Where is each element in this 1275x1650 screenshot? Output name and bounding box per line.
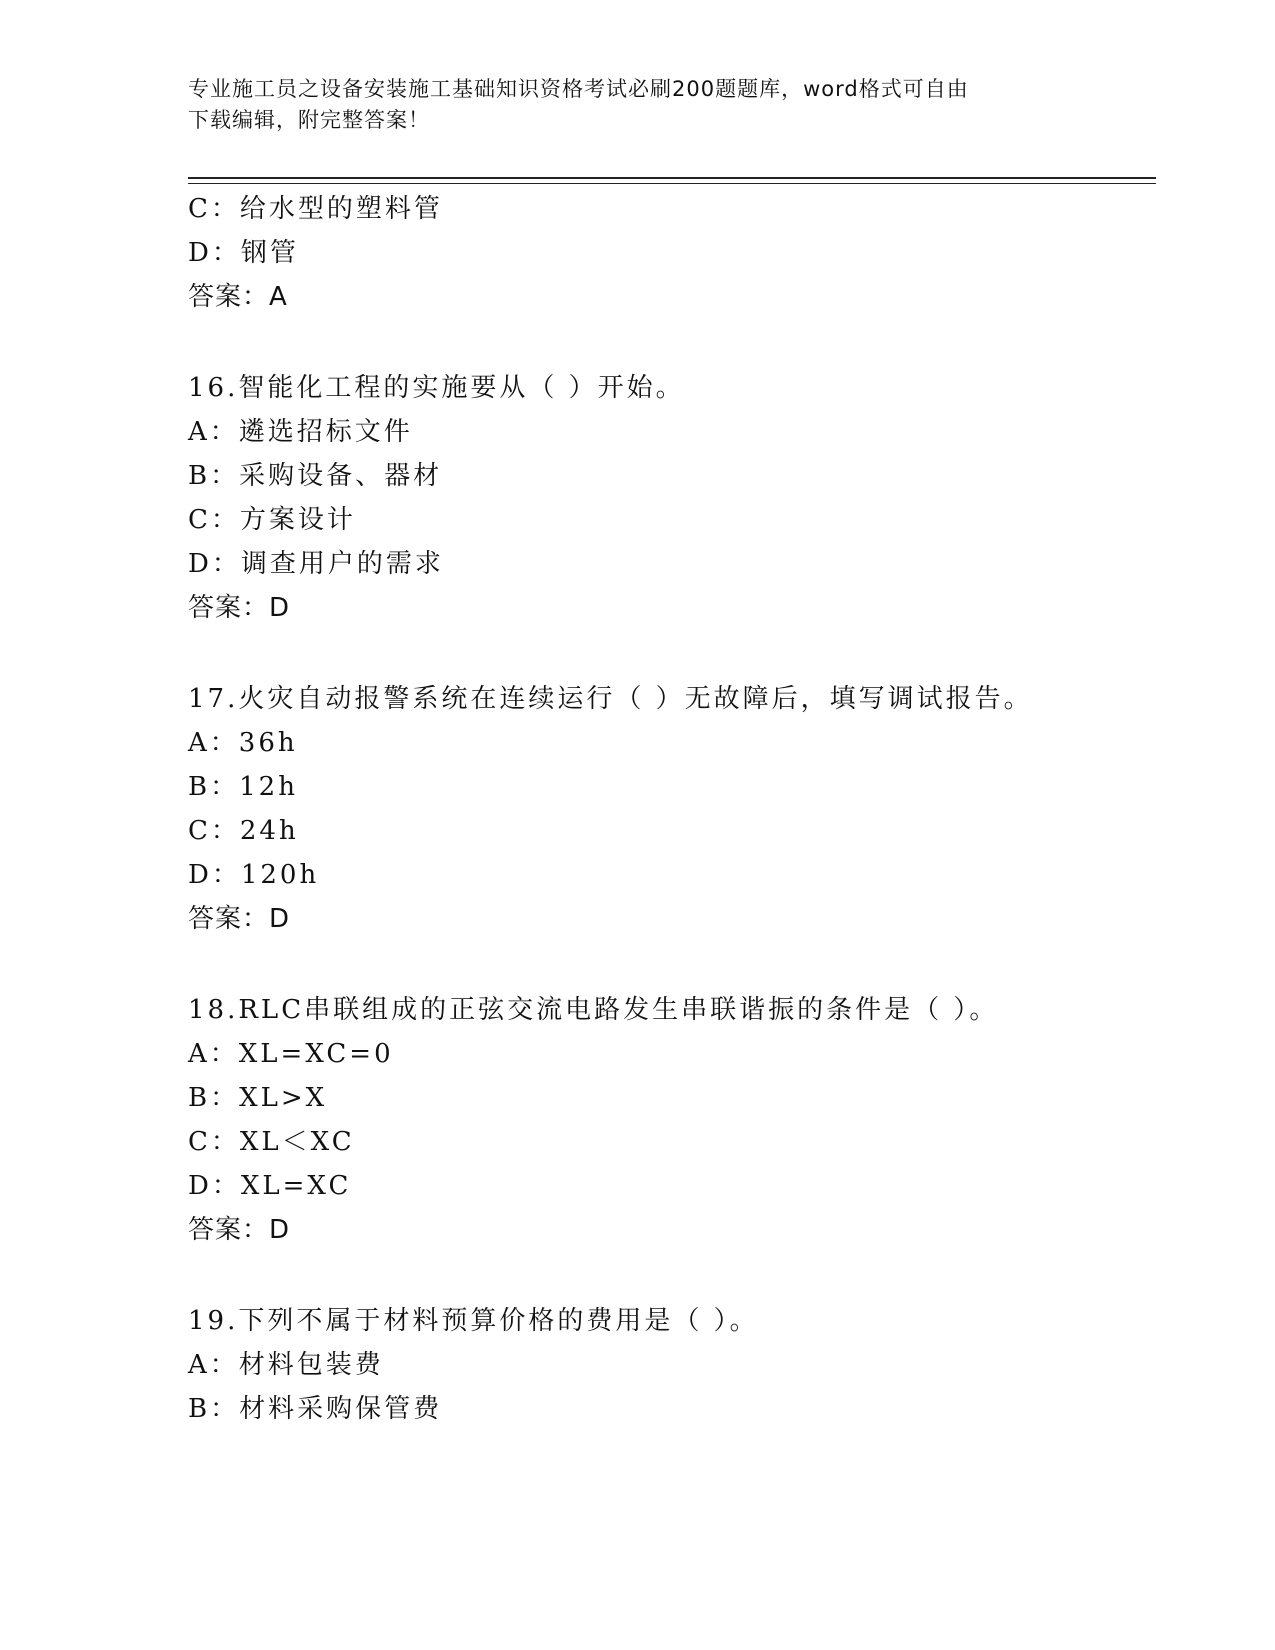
document-header — [188, 74, 1088, 136]
q16-option-a: A：遴选招标文件 — [188, 417, 413, 447]
prev-option-d: D：钢管 — [188, 238, 299, 268]
q16-answer: 答案：D — [188, 593, 291, 623]
question-18: 18.RLC串联组成的正弦交流电路发生串联谐振的条件是（ ）。 — [188, 995, 999, 1025]
q18-option-c: C：XL＜XC — [188, 1127, 355, 1157]
prev-answer: 答案：A — [188, 282, 288, 312]
header-divider-thick — [188, 177, 1156, 179]
header-divider-thin — [188, 183, 1156, 184]
question-17: 17.火灾自动报警系统在连续运行（ ）无故障后，填写调试报告。 — [188, 684, 1033, 714]
q19-option-b: B：材料采购保管费 — [188, 1394, 443, 1424]
q18-option-a: A：XL=XC=0 — [188, 1039, 394, 1069]
question-19: 19.下列不属于材料预算价格的费用是（ ）。 — [188, 1306, 759, 1336]
q17-option-d: D：120h — [188, 860, 320, 890]
q16-option-b: B：采购设备、器材 — [188, 461, 443, 491]
q18-option-b: B：XL>X — [188, 1083, 328, 1113]
q17-answer: 答案：D — [188, 904, 291, 934]
q18-answer: 答案：D — [188, 1215, 291, 1245]
prev-option-c: C：给水型的塑料管 — [188, 194, 443, 224]
q17-option-c: C：24h — [188, 816, 299, 846]
q17-option-b: B：12h — [188, 772, 298, 802]
q16-option-c: C：方案设计 — [188, 505, 356, 535]
header-line-2: 下载编辑，附完整答案！ — [188, 108, 430, 132]
q17-option-a: A：36h — [188, 728, 298, 758]
q16-option-d: D：调查用户的需求 — [188, 549, 444, 579]
q19-option-a: A：材料包装费 — [188, 1350, 384, 1380]
question-16: 16.智能化工程的实施要从（ ）开始。 — [188, 373, 685, 403]
header-line-1: 专业施工员之设备安装施工基础知识资格考试必刷200题题库，word格式可自由 — [188, 77, 969, 101]
q18-option-d: D：XL=XC — [188, 1171, 352, 1201]
